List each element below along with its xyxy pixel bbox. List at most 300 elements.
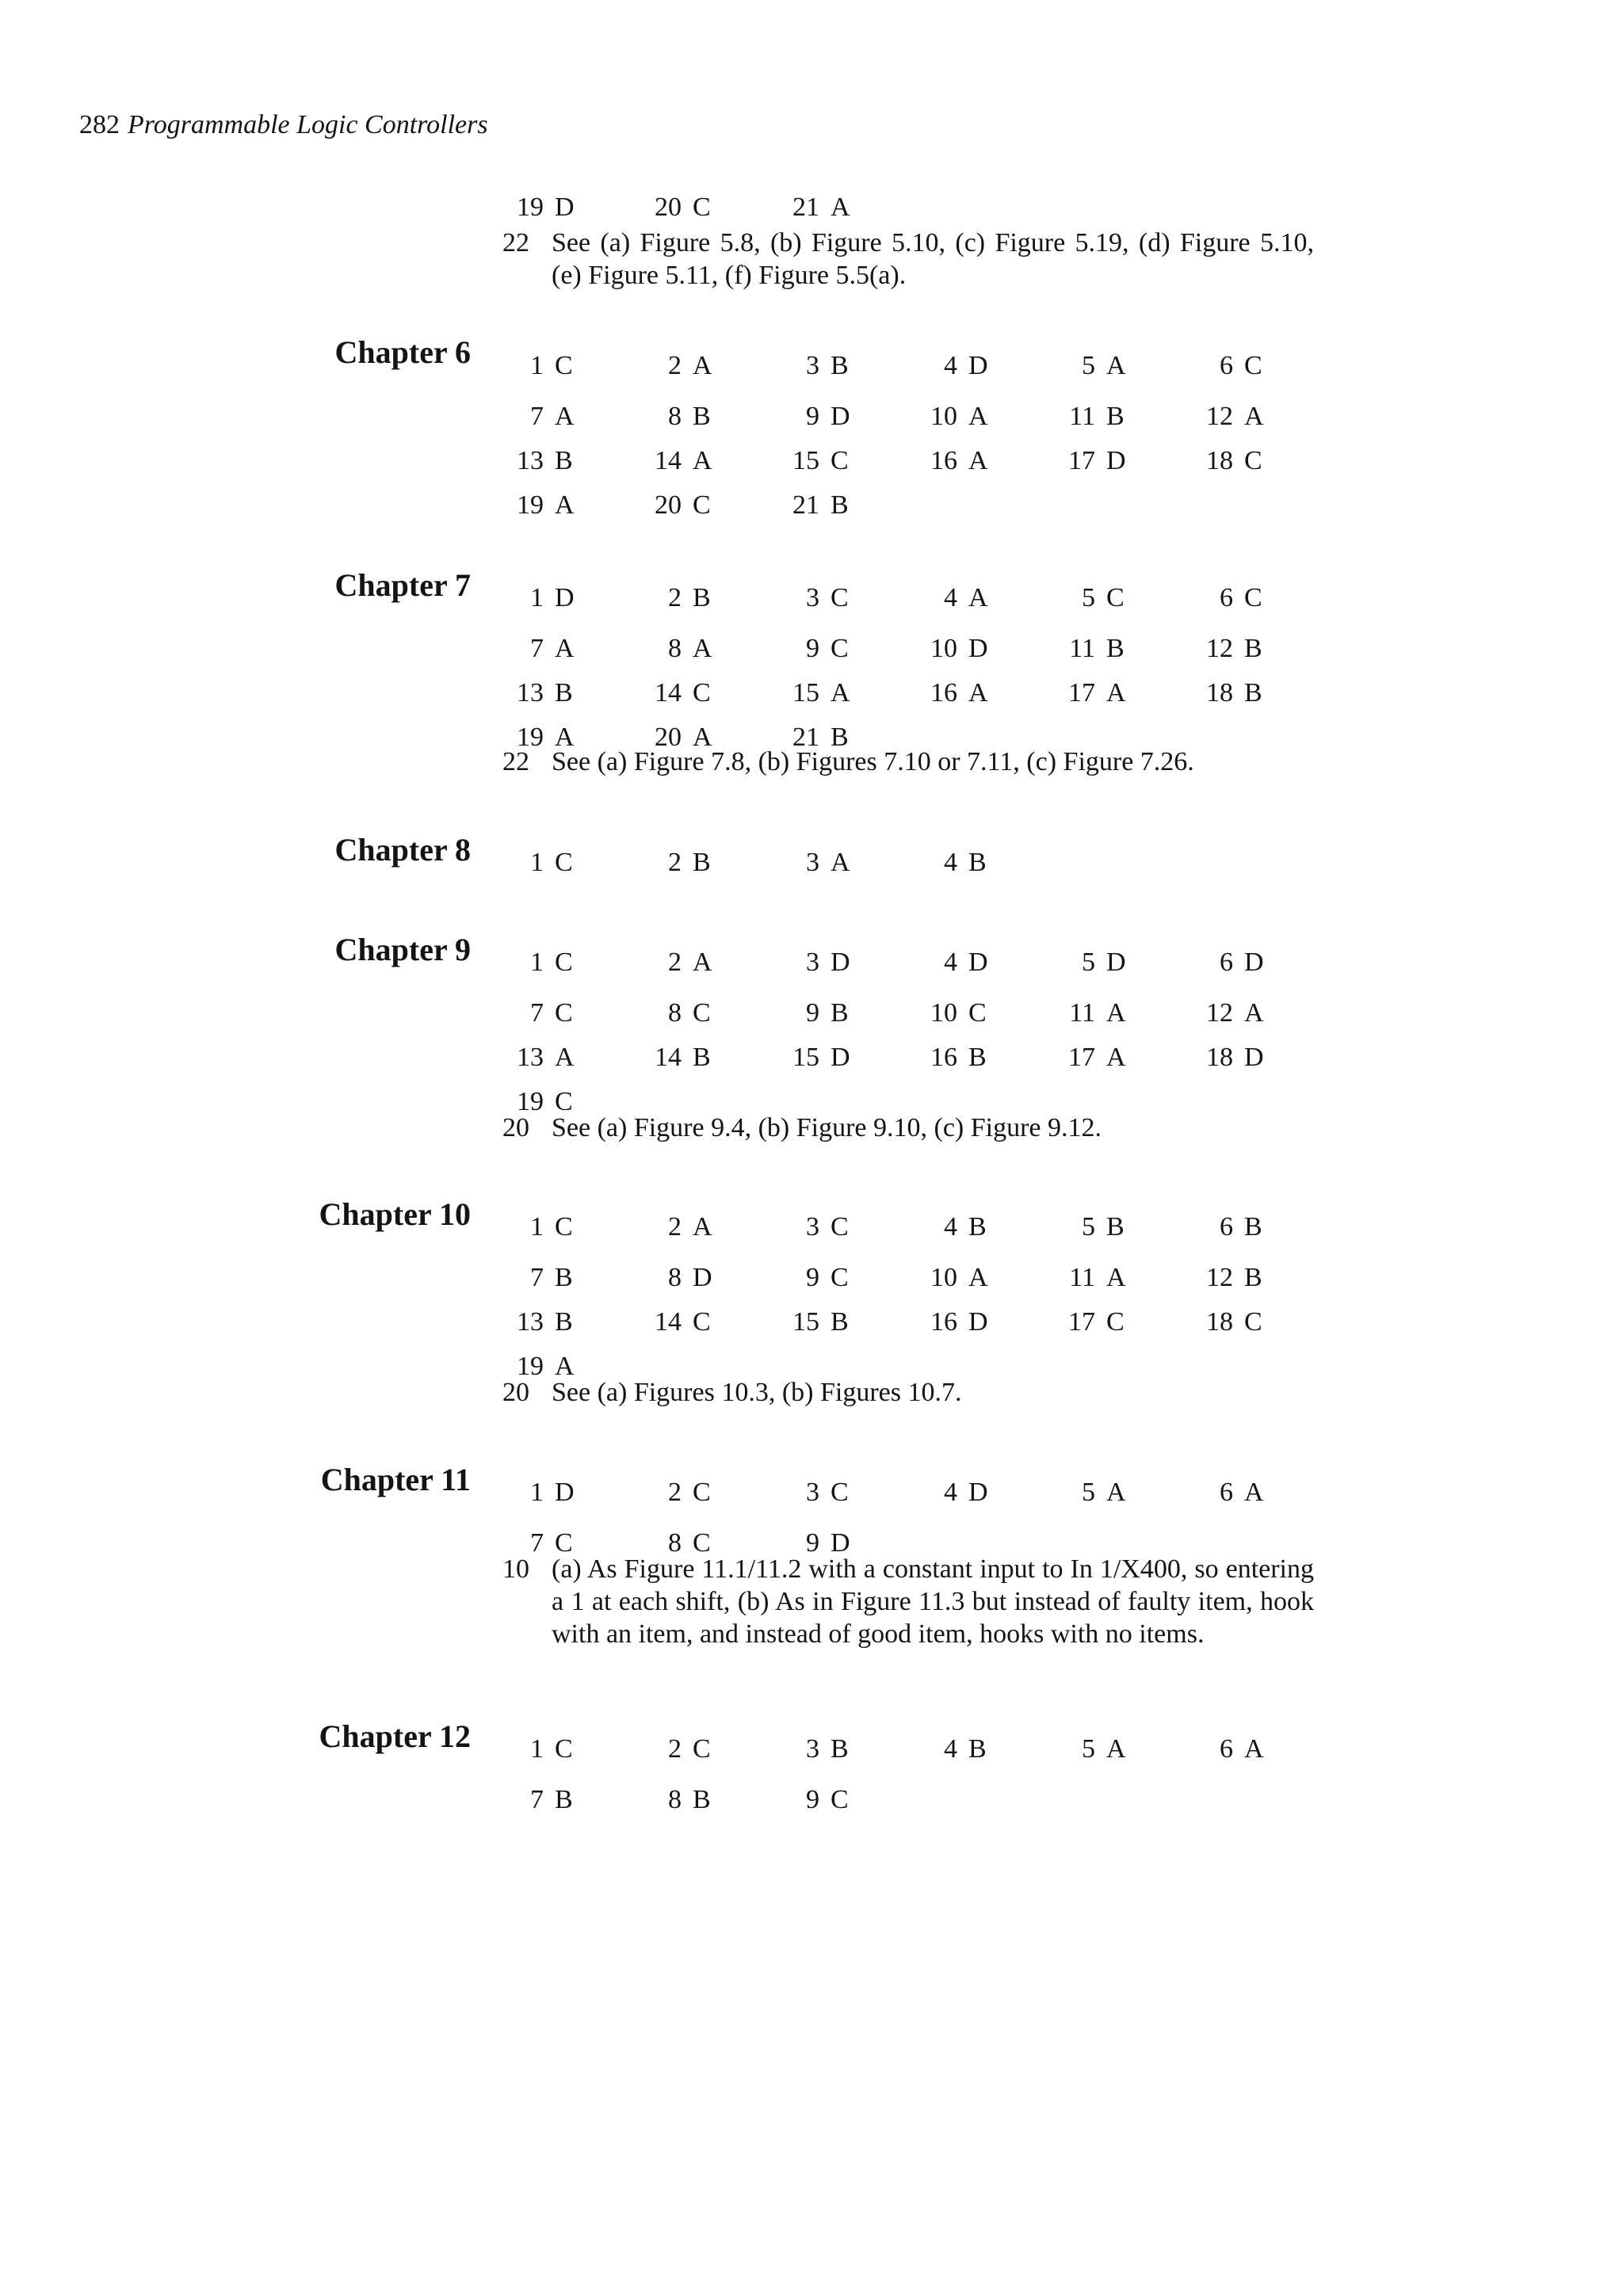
answer-item	[1192, 1210, 1262, 1245]
question-number: 17	[1068, 678, 1095, 707]
answer-letter: C	[1244, 583, 1262, 612]
question-number: 2	[668, 848, 682, 877]
answer-letter: C	[555, 1087, 573, 1116]
answer-item	[1054, 1732, 1126, 1767]
answer-item	[778, 399, 850, 434]
answer-letter: A	[968, 402, 988, 431]
answer-row	[0, 996, 1623, 1031]
answer-letter: C	[555, 1528, 573, 1558]
question-number: 18	[1206, 1043, 1233, 1072]
answer-item	[778, 845, 850, 880]
question-number: 4	[944, 1734, 957, 1764]
answer-item	[1054, 1305, 1125, 1340]
question-number: 7	[530, 1263, 544, 1292]
answer-letter: B	[831, 723, 849, 752]
answer-letter: A	[693, 351, 712, 380]
answer-item	[1192, 1732, 1264, 1767]
answer-item	[778, 444, 849, 479]
answer-letter: B	[555, 678, 573, 707]
answer-letter: D	[1244, 948, 1264, 977]
answer-item	[640, 996, 711, 1031]
question-number: 10	[930, 634, 957, 663]
answer-note	[502, 1112, 1314, 1144]
answer-letter: C	[555, 351, 573, 380]
answer-letter: B	[968, 1734, 987, 1764]
question-number: 15	[792, 678, 819, 707]
answer-letter: C	[831, 634, 849, 663]
question-number: 6	[1220, 1734, 1233, 1764]
answer-letter: D	[555, 1478, 575, 1507]
question-number: 6	[1220, 583, 1233, 612]
answer-letter: B	[1106, 402, 1125, 431]
answer-item	[778, 1261, 849, 1295]
answer-letter: C	[693, 998, 711, 1028]
note-text: See (a) Figure 5.8, (b) Figure 5.10, (c) Figure 5.19, (d) Figure 5.10, (e) Figure 5.11, (f) Figure 5.5(a).	[552, 228, 1314, 290]
question-number: 9	[806, 634, 819, 663]
answer-item	[1192, 1305, 1262, 1340]
question-number: 7	[530, 1528, 544, 1558]
answer-item	[640, 1210, 712, 1245]
question-number: 15	[792, 446, 819, 475]
question-number: 18	[1206, 446, 1233, 475]
answer-letter: A	[1106, 678, 1126, 707]
answer-item	[640, 1783, 711, 1817]
question-number: 4	[944, 948, 957, 977]
answer-item	[778, 631, 849, 666]
answer-letter: A	[1244, 1478, 1264, 1507]
answer-item	[778, 945, 850, 980]
question-number: 8	[668, 1785, 682, 1814]
chapter-heading: Chapter 9	[334, 932, 471, 967]
answer-item	[1192, 399, 1264, 434]
answer-item	[640, 399, 711, 434]
question-number: 8	[668, 1263, 682, 1292]
answer-item	[640, 676, 711, 711]
chapter-heading: Chapter 12	[319, 1718, 471, 1754]
answer-item	[640, 581, 711, 616]
answer-item	[502, 349, 573, 383]
question-number: 8	[668, 634, 682, 663]
question-number: 16	[930, 678, 957, 707]
answer-row	[0, 1210, 1623, 1245]
answer-letter: A	[693, 1212, 712, 1241]
question-number: 2	[668, 1478, 682, 1507]
answer-letter: A	[1244, 402, 1264, 431]
question-number: 4	[944, 351, 957, 380]
answer-item	[1192, 1475, 1264, 1510]
question-number: 11	[1069, 634, 1095, 663]
question-number: 12	[1206, 998, 1233, 1028]
answer-item	[640, 190, 711, 225]
question-number: 9	[806, 998, 819, 1028]
question-number: 13	[517, 446, 544, 475]
answer-item	[502, 1305, 573, 1340]
answer-item	[916, 676, 988, 711]
answer-item	[1054, 581, 1125, 616]
answer-item	[778, 1040, 850, 1075]
answer-letter: D	[968, 351, 988, 380]
answer-letter: A	[555, 402, 575, 431]
question-number: 10	[930, 402, 957, 431]
answer-row	[0, 581, 1623, 616]
answer-letter: A	[555, 1352, 575, 1381]
note-text: See (a) Figures 10.3, (b) Figures 10.7.	[552, 1378, 962, 1407]
answer-item	[916, 1210, 987, 1245]
question-number: 7	[530, 402, 544, 431]
chapter-heading: Chapter 6	[334, 334, 471, 370]
question-number: 12	[1206, 634, 1233, 663]
answer-item	[640, 845, 711, 880]
answer-letter: A	[831, 678, 850, 707]
question-number: 3	[806, 948, 819, 977]
question-number: 2	[668, 948, 682, 977]
answer-letter: A	[968, 1263, 988, 1292]
answer-letter: A	[555, 634, 575, 663]
answer-letter: C	[693, 1528, 711, 1558]
answer-letter: B	[693, 1043, 711, 1072]
answer-row	[0, 190, 1623, 225]
answer-item	[778, 996, 849, 1031]
note-number: 20	[502, 1113, 529, 1142]
page-number: 282	[79, 110, 120, 139]
question-number: 1	[530, 1212, 544, 1241]
answer-letter: B	[693, 848, 711, 877]
answer-letter: C	[555, 948, 573, 977]
answer-item	[502, 1475, 575, 1510]
question-number: 20	[655, 193, 682, 222]
answer-letter: A	[1106, 1043, 1126, 1072]
answer-item	[1192, 631, 1262, 666]
question-number: 9	[806, 402, 819, 431]
answer-item	[1054, 1040, 1126, 1075]
question-number: 1	[530, 351, 544, 380]
answer-item	[916, 1475, 988, 1510]
question-number: 19	[517, 1087, 544, 1116]
answer-item	[502, 399, 575, 434]
answer-item	[916, 1305, 988, 1340]
answer-row	[0, 1475, 1623, 1510]
answer-letter: B	[693, 583, 711, 612]
question-number: 4	[944, 848, 957, 877]
answer-letter: D	[555, 583, 575, 612]
answer-letter: C	[693, 1478, 711, 1507]
question-number: 13	[517, 1043, 544, 1072]
question-number: 3	[806, 351, 819, 380]
answer-letter: B	[555, 1307, 573, 1337]
answer-letter: D	[968, 1307, 988, 1337]
answer-item	[1054, 945, 1126, 980]
answer-item	[640, 631, 712, 666]
answer-letter: A	[1106, 1734, 1126, 1764]
question-number: 7	[530, 634, 544, 663]
answer-item	[640, 1305, 711, 1340]
answer-item	[502, 488, 575, 523]
answer-item	[778, 676, 850, 711]
answer-row	[0, 945, 1623, 980]
answer-letter: C	[831, 446, 849, 475]
question-number: 21	[792, 193, 819, 222]
answer-item	[778, 1783, 849, 1817]
question-number: 11	[1069, 402, 1095, 431]
answer-note	[502, 227, 1314, 292]
question-number: 4	[944, 1212, 957, 1241]
answer-row	[0, 1783, 1623, 1817]
answer-letter: B	[831, 1734, 849, 1764]
answer-letter: D	[968, 1478, 988, 1507]
answer-note	[502, 746, 1314, 778]
question-number: 5	[1082, 1734, 1095, 1764]
question-number: 9	[806, 1528, 819, 1558]
answer-item	[502, 581, 575, 616]
answer-letter: C	[831, 1478, 849, 1507]
answer-item	[502, 1210, 573, 1245]
answer-item	[1192, 945, 1264, 980]
answer-row	[0, 676, 1623, 711]
answer-item	[502, 631, 575, 666]
answer-letter: C	[1244, 1307, 1262, 1337]
question-number: 5	[1082, 351, 1095, 380]
answer-row	[0, 1732, 1623, 1767]
answer-letter: B	[555, 1785, 573, 1814]
answer-item	[640, 444, 712, 479]
answer-letter: C	[1106, 583, 1125, 612]
question-number: 18	[1206, 1307, 1233, 1337]
question-number: 3	[806, 848, 819, 877]
chapter-heading: Chapter 10	[319, 1196, 471, 1232]
answer-item	[1054, 1261, 1126, 1295]
question-number: 8	[668, 1528, 682, 1558]
answer-letter: B	[1106, 1212, 1125, 1241]
question-number: 6	[1220, 351, 1233, 380]
question-number: 21	[792, 723, 819, 752]
answer-letter: A	[1244, 1734, 1264, 1764]
answer-letter: B	[555, 446, 573, 475]
answer-item	[1192, 349, 1262, 383]
question-number: 1	[530, 848, 544, 877]
answer-note	[502, 1376, 1314, 1409]
answer-row	[0, 1305, 1623, 1340]
answer-item	[916, 581, 988, 616]
answer-letter: B	[555, 1263, 573, 1292]
answer-letter: B	[968, 1043, 987, 1072]
answer-letter: B	[968, 848, 987, 877]
question-number: 21	[792, 490, 819, 520]
answer-letter: A	[831, 848, 850, 877]
answer-item	[640, 349, 712, 383]
answer-letter: C	[693, 490, 711, 520]
answer-row	[0, 845, 1623, 880]
answer-letter: B	[831, 998, 849, 1028]
question-number: 3	[806, 583, 819, 612]
answer-letter: C	[831, 1263, 849, 1292]
answer-letter: D	[555, 193, 575, 222]
question-number: 2	[668, 351, 682, 380]
question-number: 6	[1220, 948, 1233, 977]
answer-item	[778, 1475, 849, 1510]
question-number: 9	[806, 1785, 819, 1814]
answer-item	[1054, 349, 1126, 383]
question-number: 1	[530, 1478, 544, 1507]
answer-item	[778, 190, 850, 225]
answer-letter: A	[968, 583, 988, 612]
question-number: 15	[792, 1043, 819, 1072]
question-number: 10	[930, 1263, 957, 1292]
question-number: 7	[530, 1785, 544, 1814]
answer-item	[1192, 581, 1262, 616]
question-number: 17	[1068, 1307, 1095, 1337]
answer-item	[640, 1475, 711, 1510]
chapter-heading: Chapter 11	[320, 1462, 471, 1497]
answer-row	[0, 631, 1623, 666]
answer-letter: A	[968, 446, 988, 475]
question-number: 6	[1220, 1478, 1233, 1507]
note-number: 10	[502, 1554, 529, 1584]
answer-letter: C	[968, 998, 987, 1028]
answer-letter: A	[1106, 1478, 1126, 1507]
answer-row	[0, 349, 1623, 383]
answer-item	[778, 1210, 849, 1245]
answer-letter: A	[693, 446, 712, 475]
answer-letter: D	[1106, 446, 1126, 475]
answer-letter: A	[1106, 1263, 1126, 1292]
question-number: 12	[1206, 1263, 1233, 1292]
answer-letter: A	[831, 193, 850, 222]
answer-row	[0, 399, 1623, 434]
question-number: 10	[930, 998, 957, 1028]
question-number: 12	[1206, 402, 1233, 431]
answer-letter: C	[693, 678, 711, 707]
question-number: 11	[1069, 998, 1095, 1028]
answer-item	[778, 488, 849, 523]
answer-item	[778, 349, 849, 383]
answer-letter: D	[831, 1528, 850, 1558]
question-number: 19	[517, 1352, 544, 1381]
answer-letter: C	[693, 1307, 711, 1337]
answer-letter: C	[1244, 446, 1262, 475]
question-number: 3	[806, 1734, 819, 1764]
answer-letter: B	[1244, 1212, 1262, 1241]
note-number: 22	[502, 747, 529, 776]
answer-item	[916, 631, 988, 666]
answer-item	[502, 1261, 573, 1295]
book-title: Programmable Logic Controllers	[128, 110, 488, 139]
answer-item	[1192, 444, 1262, 479]
answer-letter: B	[1106, 634, 1125, 663]
answer-letter: B	[1244, 1263, 1262, 1292]
answer-letter: A	[1106, 998, 1126, 1028]
question-number: 14	[655, 446, 682, 475]
question-number: 14	[655, 1307, 682, 1337]
answer-item	[1054, 444, 1126, 479]
answer-item	[640, 1040, 711, 1075]
answer-letter: B	[1244, 678, 1262, 707]
question-number: 6	[1220, 1212, 1233, 1241]
answer-letter: C	[693, 1734, 711, 1764]
answer-item	[502, 945, 573, 980]
answer-letter: D	[1106, 948, 1126, 977]
question-number: 16	[930, 446, 957, 475]
note-text: (a) As Figure 11.1/11.2 with a constant input to In 1/X400, so entering a 1 at each shift, (b) As in Figure 11.3 but instead of faulty item, hook with an item, and instead of good item, hooks with no items.	[552, 1554, 1314, 1649]
answer-item	[640, 945, 712, 980]
answer-letter: C	[555, 1734, 573, 1764]
answer-item	[1054, 676, 1126, 711]
chapter-heading: Chapter 8	[334, 832, 471, 868]
question-number: 1	[530, 948, 544, 977]
question-number: 5	[1082, 948, 1095, 977]
answer-note	[502, 1553, 1314, 1650]
answer-item	[502, 444, 573, 479]
answer-item	[1192, 1040, 1264, 1075]
answer-item	[1192, 996, 1264, 1031]
answer-item	[640, 1732, 711, 1767]
answer-letter: D	[968, 634, 988, 663]
answer-letter: C	[1244, 351, 1262, 380]
question-number: 5	[1082, 583, 1095, 612]
answer-letter: B	[693, 1785, 711, 1814]
answer-item	[916, 1040, 987, 1075]
answer-letter: A	[693, 948, 712, 977]
answer-item	[1054, 1210, 1125, 1245]
answer-row	[0, 1040, 1623, 1075]
answer-item	[778, 1732, 849, 1767]
answer-letter: A	[1106, 351, 1126, 380]
question-number: 5	[1082, 1478, 1095, 1507]
question-number: 1	[530, 583, 544, 612]
question-number: 20	[655, 723, 682, 752]
note-text: See (a) Figure 7.8, (b) Figures 7.10 or 7.11, (c) Figure 7.26.	[552, 747, 1194, 776]
answer-item	[916, 444, 988, 479]
answer-letter: D	[968, 948, 988, 977]
question-number: 14	[655, 1043, 682, 1072]
answer-letter: D	[831, 1043, 850, 1072]
answer-item	[778, 581, 849, 616]
question-number: 16	[930, 1307, 957, 1337]
answer-item	[1054, 399, 1125, 434]
answer-item	[502, 996, 573, 1031]
answer-item	[916, 996, 987, 1031]
answer-letter: B	[968, 1212, 987, 1241]
question-number: 13	[517, 678, 544, 707]
question-number: 9	[806, 1263, 819, 1292]
answer-letter: B	[693, 402, 711, 431]
answer-item	[640, 1261, 712, 1295]
question-number: 13	[517, 1307, 544, 1337]
question-number: 19	[517, 193, 544, 222]
question-number: 4	[944, 583, 957, 612]
answer-letter: C	[831, 1212, 849, 1241]
question-number: 3	[806, 1478, 819, 1507]
question-number: 20	[655, 490, 682, 520]
answer-letter: C	[831, 1785, 849, 1814]
question-number: 4	[944, 1478, 957, 1507]
question-number: 8	[668, 998, 682, 1028]
question-number: 19	[517, 723, 544, 752]
answer-item	[640, 488, 711, 523]
answer-row	[0, 488, 1623, 523]
answer-letter: D	[693, 1263, 712, 1292]
answer-letter: A	[968, 678, 988, 707]
question-number: 16	[930, 1043, 957, 1072]
chapter-heading: Chapter 7	[334, 567, 471, 603]
answer-item	[1192, 1261, 1262, 1295]
answer-item	[502, 190, 575, 225]
question-number: 2	[668, 1734, 682, 1764]
answer-letter: A	[693, 723, 712, 752]
answer-letter: A	[693, 634, 712, 663]
answer-letter: D	[831, 402, 850, 431]
answer-item	[1054, 996, 1126, 1031]
question-number: 14	[655, 678, 682, 707]
